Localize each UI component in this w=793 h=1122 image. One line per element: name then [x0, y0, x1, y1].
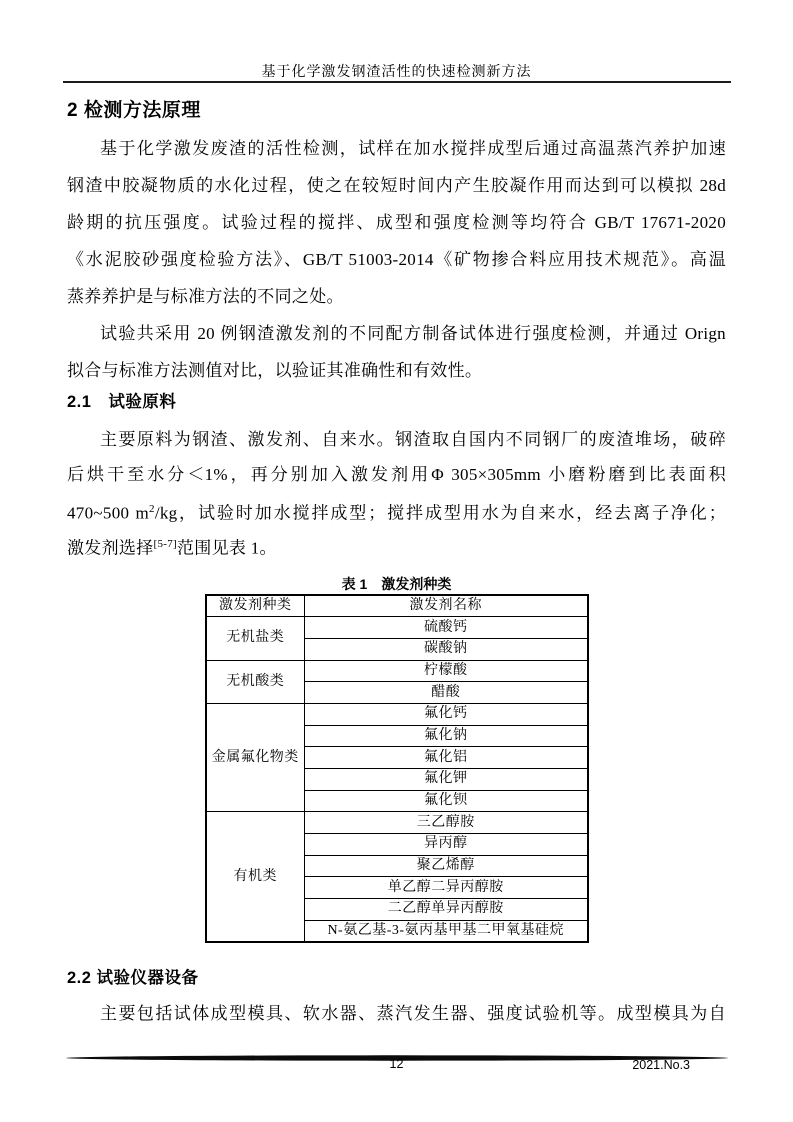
table-cell: 柠檬酸 — [304, 660, 588, 682]
category-cell: 无机盐类 — [206, 617, 304, 660]
table-cell: 碳酸钠 — [304, 638, 588, 660]
table-header-cell: 激发剂种类 — [206, 595, 304, 617]
running-head: 基于化学激发钢渣活性的快速检测新方法 — [261, 65, 532, 80]
table-cell: 三乙醇胺 — [304, 812, 588, 834]
text-run: 470~500 m — [67, 503, 149, 523]
table-caption: 表 1 激发剂种类 — [341, 576, 452, 592]
category-cell: 有机类 — [206, 812, 304, 942]
text-run: 激发剂选择 — [67, 538, 154, 558]
table-cell: 氟化钾 — [304, 769, 588, 791]
table-cell: 氟化钡 — [304, 790, 588, 812]
table-cell: 异丙醇 — [304, 834, 588, 856]
section-heading-2: 2 检测方法原理 — [67, 100, 201, 121]
table-header-cell: 激发剂名称 — [304, 595, 588, 617]
table-row — [206, 812, 588, 834]
paragraph-line — [67, 492, 726, 527]
table-cell: 硫酸钙 — [304, 617, 588, 639]
paragraph-line: 拟合与标准方法测值对比，以验证其准确性和有效性。 — [67, 361, 483, 380]
issue-label: 2021.No.3 — [632, 1058, 690, 1072]
activator-table — [205, 594, 589, 943]
paragraph-line: 龄期的抗压强度。试验过程的搅拌、成型和强度检测等均符合 GB/T 17671-2020 — [67, 213, 726, 232]
paragraph-block-3 — [67, 996, 726, 1031]
table-cell: 醋酸 — [304, 682, 588, 704]
table-cell: 氟化钠 — [304, 725, 588, 747]
category-cell: 无机酸类 — [206, 660, 304, 703]
paragraph-line: 基于化学激发废渣的活性检测，试样在加水搅拌成型后通过高温蒸汽养护加速 — [100, 139, 726, 158]
activator-table-wrap — [205, 594, 589, 943]
table-row — [206, 660, 588, 682]
table-header-row — [206, 595, 588, 617]
superscript: 2 — [149, 503, 155, 515]
paragraph-line: 试验共采用 20 例钢渣激发剂的不同配方制备试体进行强度检测，并通过 Orign — [100, 324, 726, 343]
paragraph-line: 钢渣中胶凝物质的水化过程，使之在较短时间内产生胶凝作用而达到可以模拟 28d — [67, 176, 726, 195]
paragraph-line: 主要包括试体成型模具、软水器、蒸汽发生器、强度试验机等。成型模具为自 — [100, 1004, 726, 1023]
table-cell: 单乙醇二异丙醇胺 — [304, 877, 588, 899]
table-cell: 聚乙烯醇 — [304, 855, 588, 877]
paragraph-line: 《水泥胶砂强度检验方法》、GB/T 51003-2014《矿物掺合料应用技术规范》。高温 — [67, 250, 726, 269]
page-number: 12 — [389, 1057, 404, 1071]
paragraph-line: 主要原料为钢渣、激发剂、自来水。钢渣取自国内不同钢厂的废渣堆场，破碎 — [100, 430, 726, 449]
table-row — [206, 703, 588, 725]
citation-superscript: [5-7] — [153, 538, 177, 550]
paragraph-line — [67, 527, 726, 562]
table-cell: N-氨乙基-3-氨丙基甲基二甲氧基硅烷 — [304, 920, 588, 942]
text-run: 范围见表 1。 — [177, 538, 277, 558]
table-cell: 氟化铝 — [304, 747, 588, 769]
table-cell: 氟化钙 — [304, 703, 588, 725]
section-heading-2-1: 2.1 试验原料 — [67, 393, 177, 411]
section-heading-2-2: 2.2 试验仪器设备 — [67, 969, 199, 987]
table-row — [206, 617, 588, 639]
paragraph-block-1 — [67, 130, 726, 389]
paragraph-block-2 — [67, 422, 726, 562]
table-cell: 二乙醇单异丙醇胺 — [304, 899, 588, 921]
text-run: /kg，试验时加水搅拌成型；搅拌成型用水为自来水，经去离子净化； — [154, 503, 727, 523]
paragraph-line: 蒸养养护是与标准方法的不同之处。 — [67, 287, 344, 306]
paragraph-line: 后烘干至水分＜1%，再分别加入激发剂用Φ 305×305mm 小磨粉磨到比表面积 — [67, 465, 726, 484]
category-cell: 金属氟化物类 — [206, 703, 304, 811]
header-rule — [63, 81, 731, 83]
